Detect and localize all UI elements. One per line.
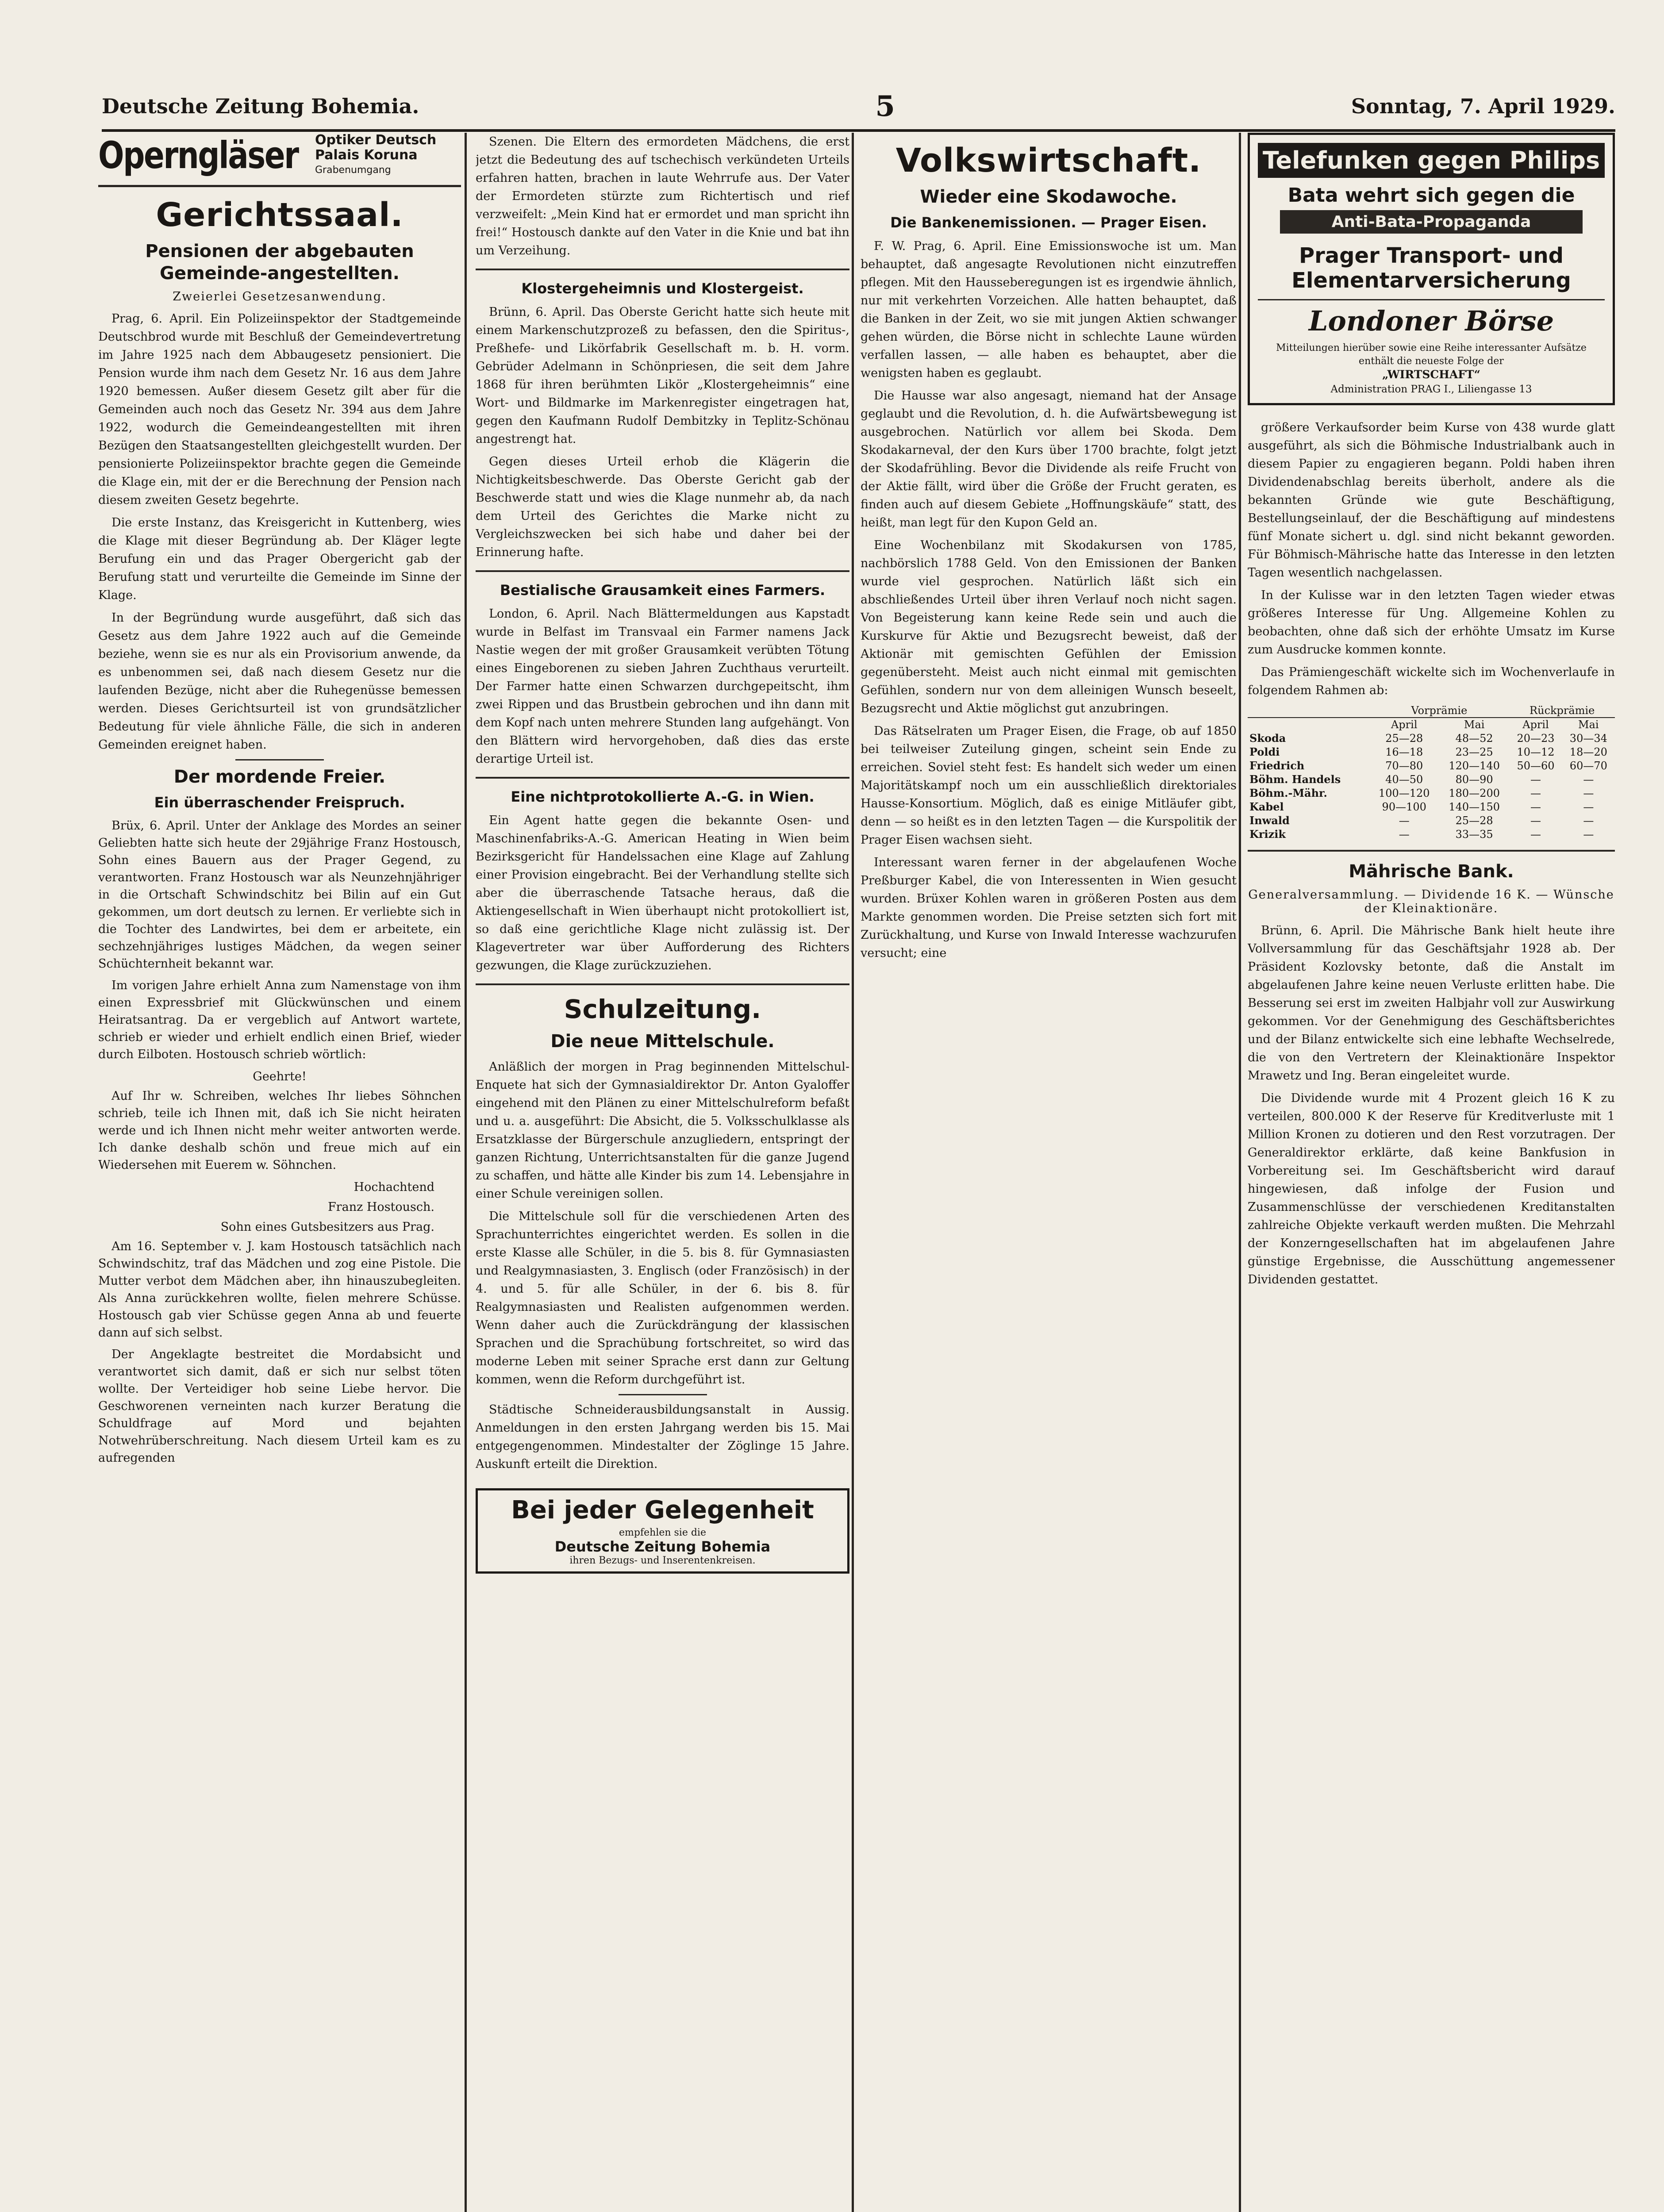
article-paragraph: größere Verkaufsorder beim Kurse von 438 wurde glatt ausgeführt, als sich die Böhmische Industrialbank auch in diesem Papier zu engagieren begann. Poldi haben ihren Dividendenabschlag bereits überholt, andere als die bekannten Gründe wie gute Beschäftigung, Bestellungseinlauf, der die Beschäftigung auf mindestens fünf Monate sichert u. dgl. sind nicht bekannt geworden. Für Böhmisch-Mährische hatte das Interesse in den letzten Tagen wesentlich nachgelassen. xyxy=(1248,421,1615,580)
article-paragraph: Das Rätselraten um Prager Eisen, die Frage, ob auf 1850 bei teilweiser Zuteilung gingen, scheint sein Ende zu erreichen. Soviel steht fest: Es handelt sich weder um einen Majoritätskampf noch um ein ausschließlich direktoriales Hausse-Konsortium. Möglich, daß es einige Mitläufer gibt, denn — so heißt es in den letzten Tagen — die Kurspolitik der Prager Eisen wachsen sieht. xyxy=(861,724,1237,847)
table-cell: 25—28 xyxy=(1455,814,1493,827)
column-rule xyxy=(1239,133,1241,2212)
table-row xyxy=(1248,745,1615,759)
optician-ad-address xyxy=(315,133,436,178)
premium-subheader: April xyxy=(1391,718,1418,731)
article-headline: Eine nichtprotokollierte A.-G. in Wien. xyxy=(511,788,815,805)
article-paragraph: Der Angeklagte bestreitet die Mordabsicht und verantwortet sich damit, daß er sich nur selbst töten wollte. Der Verteidiger hob seine Liebe hervor. Die Geschworenen verneinten nach kurzer Beratung die Schuldfrage auf Mord und bejahten Notwehrüberschreitung. Nach diesem Urteil kam es zu aufregenden xyxy=(98,1348,461,1465)
wirtschaft-ad xyxy=(1248,133,1615,405)
section-title-court: Gerichtssaal. xyxy=(156,196,404,234)
letter-signature: Franz Hostousch. xyxy=(327,1200,434,1214)
table-cell: 30—34 xyxy=(1569,732,1607,745)
premium-subheader: Mai xyxy=(1578,718,1599,731)
section-title-school: Schulzeitung. xyxy=(564,994,761,1024)
article-separator xyxy=(1248,850,1615,852)
table-cell: — xyxy=(1399,828,1410,841)
page-number: 5 xyxy=(875,89,895,123)
letter-salutation: Geehrte! xyxy=(253,1070,307,1083)
table-cell: 16—18 xyxy=(1385,745,1423,758)
table-cell: 90—100 xyxy=(1382,800,1426,813)
letter-signature-line: Sohn eines Gutsbesitzers aus Prag. xyxy=(220,1220,434,1234)
article-headline: Mährische Bank. xyxy=(1349,861,1514,882)
wirtschaft-ad-title: „WIRTSCHAFT“ xyxy=(1382,368,1481,381)
table-cell: Böhm.-Mähr. xyxy=(1249,787,1327,799)
article-headline: Der mordende Freier. xyxy=(173,767,386,787)
table-cell: Inwald xyxy=(1249,814,1290,827)
table-row xyxy=(1248,731,1615,745)
table-cell: 25—28 xyxy=(1385,732,1423,745)
premium-header-forward: Vorprämie xyxy=(1369,704,1510,718)
table-cell: — xyxy=(1583,773,1594,786)
table-cell: 120—140 xyxy=(1449,759,1500,772)
table-cell: — xyxy=(1583,828,1594,841)
school-notice: Städtische Schneiderausbildungsanstalt in Aussig. Anmeldungen in den ersten Jahrgang werden bis 15. Mai entgegengenommen. Mindestalter der Zöglinge 15 Jahre. Auskunft erteilt die Direktion. xyxy=(476,1403,849,1471)
table-row xyxy=(1248,827,1615,841)
newspaper-ad xyxy=(476,1488,849,1574)
article-separator xyxy=(235,759,324,760)
article-paragraph: Brünn, 6. April. Die Mährische Bank hielt heute ihre Vollversammlung für das Geschäftsjahr 1928 ab. Der Präsident Kozlovsky betonte, daß die Anstalt im abgelaufenen Jahre keine neuen Verluste erlitten habe. Die Besserung sei erst im zweiten Halbjahr voll zur Auswirkung gekommen. Vor der Genehmigung des Geschäftsberichtes und der Bilanz entwickelte sich eine lebhafte Wechselrede, die von den Vertretern der Kleinaktionäre Inspektor Mrawetz und Ing. Beran eingeleitet wurde. xyxy=(1248,924,1615,1083)
article-paragraph: Gegen dieses Urteil erhob die Klägerin die Nichtigkeitsbeschwerde. Das Oberste Gericht gab der Beschwerde statt und wies die Klage nunmehr ab, da nach dem Urteil des Gerichtes die Marke nicht zu Vergleichszwecken bei sich habe und daher bei der Erinnerung hafte. xyxy=(476,455,849,559)
table-cell: 48—52 xyxy=(1455,732,1493,745)
article-paragraph: In der Kulisse war in den letzten Tagen wieder etwas größeres Interesse für Ung. Allgemeine Kohlen zu beobachten, ohne daß sich der erhöhte Umsatz im Kurse zum Ausdrucke kommen konnte. xyxy=(1248,588,1615,657)
premium-table xyxy=(1248,704,1615,841)
article-paragraph: Brünn, 6. April. Das Oberste Gericht hatte sich heute mit einem Markenschutzprozeß zu befassen, den die Spiritus-, Preßhefe- und Likörfabrik Gesellschaft m. b. H. vorm. Gebrüder Adelmann in Schönpriesen, die seit dem Jahre 1868 für ihren berühmten Likör „Klostergeheimnis“ eine Wort- und Bildmarke im Markenregister eingetragen hat, gegen den Kaufmann Rudolf Dembitzky in Teplitz-Schönau angestrengt hat. xyxy=(476,305,849,446)
page-header xyxy=(102,88,1615,132)
table-cell: 40—50 xyxy=(1385,773,1423,786)
optician-name: Optiker Deutsch xyxy=(315,133,437,148)
wirtschaft-ad-address: Administration PRAG I., Liliengasse 13 xyxy=(1330,384,1532,395)
premium-header-back: Rückprämie xyxy=(1509,704,1615,718)
table-cell: 23—25 xyxy=(1455,745,1493,758)
wirtschaft-ad-line: Bata wehrt sich gegen die xyxy=(1287,184,1575,207)
table-row xyxy=(1248,759,1615,772)
newspaper-ad-title: Bei jeder Gelegenheit xyxy=(511,1496,814,1525)
table-cell: Friedrich xyxy=(1249,759,1305,772)
table-cell: — xyxy=(1583,800,1594,813)
table-row xyxy=(1248,772,1615,786)
table-cell: 100—120 xyxy=(1378,787,1430,799)
article-paragraph: London, 6. April. Nach Blättermeldungen aus Kapstadt wurde in Belfast im Transvaal ein Farmer namens Jack Nastie wegen der mit großer Grausamkeit verübten Tötung eines Eingeborenen zu sieben Jahren Zuchthaus verurteilt. Der Farmer hatte einen Schwarzen durchgepeitscht, ihm zwei Rippen und das Brustbein gebrochen und ihn dann mit dem Kopf nach unten mehrere Stunden lang aufgehängt. Von den Blättern wird hervorgehoben, daß dies das erste derartige Urteil ist. xyxy=(476,607,849,766)
article-paragraph: Prag, 6. April. Ein Polizeiinspektor der Stadtgemeinde Deutschbrod wurde mit Beschluß der Gemeindevertretung im Jahre 1925 nach dem Abbaugesetz pensioniert. Die Pension wurde ihm nach dem Gesetz Nr. 16 aus dem Jahre 1920 bemessen. Außer diesem Gesetz gilt aber für die Gemeinden auch noch das Gesetz Nr. 394 aus dem Jahre 1922, wodurch die Gemeindeangestellten mit ihren Bezügen den Staatsangestellten gleichgestellt wurden. Der pensionierte Polizeiinspektor brachte gegen die Gemeinde die Klage ein, mit der er die Berechnung der Pension nach diesem zweiten Gesetz begehrte. xyxy=(98,312,461,507)
article-headline: Die neue Mittelschule. xyxy=(550,1031,775,1052)
table-cell: 18—20 xyxy=(1569,745,1607,758)
issue-date: Sonntag, 7. April 1929. xyxy=(1351,94,1615,118)
wirtschaft-ad-line: Anti-Bata-Propaganda xyxy=(1280,210,1583,234)
premium-subheader: Mai xyxy=(1464,718,1485,731)
table-cell: — xyxy=(1530,787,1541,799)
table-cell: — xyxy=(1530,800,1541,813)
wirtschaft-ad-line: Prager Transport- und Elementarversicherung xyxy=(1291,243,1571,293)
article-paragraph: Eine Wochenbilanz mit Skodakursen von 1785, nachbörslich 1788 Geld. Von den Emissionen der Banken wurde viel gesprochen. Natürlich läßt sich ein abschließendes Urteil über ihren Verlauf noch nicht sagen. Von Begeisterung kann keine Rede sein und auch die Kurskurve für Aktie und Bezugsrecht beweist, daß der Aktionär mit gemischten Gefühlen der Emission gegenübersteht. Meist auch nicht einmal mit gemischten Gefühlen, sondern nur von dem alleinigen Wunsch beseelt, Bezugsrecht und Aktie möglichst gut anzubringen. xyxy=(861,538,1237,715)
article-paragraph: Anläßlich der morgen in Prag beginnenden Mittelschul-Enquete hat sich der Gymnasialdirektor Dr. Anton Gyaloffer eingehend mit den Plänen zu einer Mittelschulreform befaßt und u. a. ausgeführt: Die Absicht, die 5. Volksschulklasse als Ersatzklasse der Bürgerschule anzugliedern, entspringt der ganzen Richtung, Unterrichtsanstalten für die ganze Jugend zu schaffen, und hätte alle Kinder bis zum 14. Lebensjahre in einer Schule vereinigen sollen. xyxy=(476,1060,849,1201)
table-cell: — xyxy=(1530,814,1541,827)
article-paragraph: Die Mittelschule soll für die verschiedenen Arten des Sprachunterrichtes eingerichtet werden. Es sollen in die erste Klasse alle Schüler, in die 5. bis 8. für Gymnasiasten und Realgymnasiasten, 3. Englisch (oder Französisch) in der 4. und 5. für alle Schüler, in der 6. bis 8. für Realgymnasiasten und Realisten aufgenommen werden. Wenn daher auch die Zurückdrängung der klassischen Sprachen und die Sprachübung fortschreitet, so wird das moderne Leben mit seiner Sprache erst dann zur Geltung kommen, wenn die Reform durchgeführt ist. xyxy=(476,1210,849,1386)
article-separator xyxy=(619,1394,707,1395)
article-separator xyxy=(476,983,849,985)
article-kicker: Zweierlei Gesetzesanwendung. xyxy=(173,290,387,303)
table-cell: 60—70 xyxy=(1569,759,1607,772)
article-paragraph: Szenen. Die Eltern des ermordeten Mädchens, die erst jetzt die Bedeutung des auf tschechisch verkündeten Urteils erfahren hatten, brachen in laute Wehrrufe aus. Der Vater der Ermordeten stürzte zum Richtertisch und rief verzweifelt: „Mein Kind hat er ermordet und man spricht ihn frei!“ Hostousch dankte auf den Vater in die Knie und bat ihn um Verzeihung. xyxy=(476,135,849,257)
table-cell: 140—150 xyxy=(1449,800,1500,813)
table-cell: — xyxy=(1399,814,1410,827)
article-headline: Pensionen der abgebauten Gemeinde-angestellten. xyxy=(145,241,414,284)
table-cell: 20—23 xyxy=(1517,732,1555,745)
paper-name: Deutsche Zeitung Bohemia. xyxy=(102,94,419,118)
table-row xyxy=(1248,800,1615,814)
table-cell: 50—60 xyxy=(1517,759,1555,772)
table-cell: 70—80 xyxy=(1385,759,1423,772)
table-cell: Krizik xyxy=(1249,828,1286,841)
article-subheadline: Ein überraschender Freispruch. xyxy=(154,794,405,811)
wirtschaft-ad-headline: Telefunken gegen Philips xyxy=(1258,143,1605,178)
newspaper-ad-line: ihren Bezugs- und Inserentenkreisen. xyxy=(569,1555,756,1566)
letter-closing: Hochachtend xyxy=(354,1180,434,1194)
column-4 xyxy=(1248,133,1615,2212)
table-cell: — xyxy=(1530,828,1541,841)
article-paragraph: Die erste Instanz, das Kreisgericht in Kuttenberg, wies die Klage mit dieser Begründung ab. Der Kläger legte Berufung ein und das Prager Obergericht gab der Berufung statt und verurteilte die Gemeinde im Sinne der Klage. xyxy=(98,516,461,602)
article-paragraph: Die Hausse war also angesagt, niemand hat der Ansage geglaubt und die Revolution, d. h. die Aufwärtsbewegung ist ausgebrochen. Natürlich vor allem bei Skoda. Dem Skodakarneval, der den Kurs über 1700 brachte, folgt jetzt der Skodafrühling. Bevor die Dividende als reife Frucht von der Aktie fällt, wird über die Größe der Frucht geraten, es finden auch auf diesem Gebiete „Hoffnungskäufe“ statt, des heißt, man legt für den Kupon Geld an. xyxy=(861,389,1237,530)
article-separator xyxy=(476,777,849,779)
table-cell: Kabel xyxy=(1249,800,1284,813)
article-subheadline: Die Bankenemissionen. — Prager Eisen. xyxy=(890,214,1207,231)
column-3 xyxy=(861,133,1237,2212)
article-separator xyxy=(476,269,849,270)
article-headline: Klostergeheimnis und Klostergeist. xyxy=(521,280,804,297)
table-cell: — xyxy=(1530,773,1541,786)
column-1 xyxy=(98,133,461,2212)
letter-text: Auf Ihr w. Schreiben, welches Ihr liebes Söhnchen schrieb, teile ich Ihnen mit, daß ich Sie nicht heiraten werde und ich Ihnen nicht mehr weiter antworten werde. Ich danke deshalb schön und freue mich auf ein Wiedersehen mit Euerem w. Söhnchen. xyxy=(98,1089,461,1172)
optician-ad-title: Operngläser xyxy=(98,134,298,177)
table-cell: Skoda xyxy=(1249,732,1286,745)
article-paragraph: Im vorigen Jahre erhielt Anna zum Namenstage von ihm einen Expressbrief mit Glückwünschen und einem Heiratsantrag. Da er vergeblich auf Antwort wartete, schrieb er wieder und erhielt endlich einen Brief, wieder durch Eilboten. Hostousch schrieb wörtlich: xyxy=(98,979,461,1061)
article-paragraph: Am 16. September v. J. kam Hostousch tatsächlich nach Schwindschitz, traf das Mädchen und zog eine Pistole. Die Mutter verbot dem Mädchen aber, ihn hinauszubegleiten. Als Anna zurückkehren wollte, fielen mehrere Schüsse. Hostousch gab vier Schüsse gegen Anna ab und feuerte dann auf sich selbst. xyxy=(98,1240,461,1340)
article-paragraph: Das Prämiengeschäft wickelte sich im Wochenverlaufe in folgendem Rahmen ab: xyxy=(1248,665,1615,697)
article-headline: Bestialische Grausamkeit eines Farmers. xyxy=(500,582,826,599)
table-row xyxy=(1248,786,1615,800)
optician-ad xyxy=(98,133,461,187)
column-rule xyxy=(465,133,467,2212)
article-paragraph: Brüx, 6. April. Unter der Anklage des Mordes an seiner Geliebten hatte sich heute der 29jährige Franz Hostousch, Sohn eines Bauern aus der Prager Gegend, zu verantworten. Franz Hostousch war als Neunzehnjähriger in die Ortschaft Schwindschitz bei Bilin auf ein Gut gekommen, um dort deutsch zu lernen. Er verliebte sich in die Tochter des Landwirtes, bei dem er arbeitete, ein sechzehnjähriges lustiges Mädchen, da wegen seiner Schüchternheit bekannt war. xyxy=(98,819,461,971)
article-paragraph: Ein Agent hatte gegen die bekannte Osen- und Maschinenfabriks-A.-G. American Heating in Wien beim Bezirksgericht für Handelssachen eine Klage auf Zahlung einer Provision eingebracht. Bei der Verhandlung stellte sich aber die überraschende Tatsache heraus, daß die Aktiengesellschaft in Wien überhaupt nicht protokolliert ist, so daß eine gerichtliche Klage nicht zulässig ist. Der Klagevertreter war über Aufforderung des Richters gezwungen, die Klage zurückzuziehen. xyxy=(476,814,849,972)
article-headline: Wieder eine Skodawoche. xyxy=(920,187,1177,207)
newspaper-ad-line: empfehlen sie die xyxy=(619,1527,706,1538)
section-title-economy: Volkswirtschaft. xyxy=(895,142,1202,180)
table-cell: 180—200 xyxy=(1449,787,1500,799)
wirtschaft-ad-line: Londoner Börse xyxy=(1258,299,1605,337)
table-row xyxy=(1248,814,1615,827)
table-cell: Poldi xyxy=(1249,745,1280,758)
article-kicker: Generalversammlung. — Dividende 16 K. — Wünsche der Kleinaktionäre. xyxy=(1248,888,1614,915)
column-2 xyxy=(476,133,849,2212)
article-paragraph: Interessant waren ferner in der abgelaufenen Woche Preßburger Kabel, die von Interessenten in Wien gesucht wurden. Brüxer Kohlen waren in größeren Posten aus dem Markte genommen worden. Die Preise setzten sich fort mit Zurückhaltung, und Kurse von Inwald Interesse wachzurufen versucht; eine xyxy=(861,856,1237,960)
wirtschaft-ad-text: Mitteilungen hierüber sowie eine Reihe interessanter Aufsätze enthält die neueste Folge der xyxy=(1276,342,1587,367)
table-cell: — xyxy=(1583,814,1594,827)
article-paragraph: Die Dividende wurde mit 4 Prozent gleich 16 K zu verteilen, 800.000 K der Reserve für Kreditverluste mit 1 Million Kronen zu dotieren und den Rest vorzutragen. Der Generaldirektor erklärte, daß keine Bankfusion in Vorbereitung sei. Im Geschäftsbericht wird darauf hingewiesen, daß infolge der Fusion und Zusammenschlüsse der verschiedenen Kreditanstalten zahlreiche Objekte verkauft werden mußten. Die Mehrzahl der Konzerngesellschaften hat im abgelaufenen Jahre günstige Ergebnisse, die Ausschüttung angemessener Dividenden gestattet. xyxy=(1248,1091,1615,1286)
table-cell: 80—90 xyxy=(1455,773,1493,786)
table-cell: 33—35 xyxy=(1455,828,1493,841)
premium-subheader: April xyxy=(1522,718,1549,731)
table-cell: Böhm. Handels xyxy=(1249,773,1341,786)
table-cell: — xyxy=(1583,787,1594,799)
optician-street: Grabenumgang xyxy=(315,165,391,176)
article-paragraph: In der Begründung wurde ausgeführt, daß sich das Gesetz aus dem Jahre 1922 auch auf die Gemeinde beziehe, wenn sie es nur als ein Provisorium anwende, da es unbenommen sei, daß nach diesem Gesetz nur die laufenden Bezüge, nicht aber die Ruhegenüsse bemessen werden. Dieses Gerichtsurteil ist von grundsätzlicher Bedeutung für viele ähnliche Fälle, die sich in anderen Gemeinden ereignet haben. xyxy=(98,611,461,752)
article-paragraph: F. W. Prag, 6. April. Eine Emissionswoche ist um. Man behauptet, daß angesagte Revolutionen nicht einzutreffen pflegen. Mit den Hausseberegungen ist es irgendwie ähnlich, nur mit verkehrten Vorzeichen. Alle hatten behauptet, daß die Banken in der Zeit, wo sie mit jungen Aktien schwanger gehen würden, die Börse nicht in schlechte Laune würden verfallen lassen, — alle haben es behauptet, aber die wenigsten haben es geglaubt. xyxy=(861,239,1237,380)
optician-location: Palais Koruna xyxy=(315,147,418,163)
table-cell: 10—12 xyxy=(1517,745,1555,758)
column-rule xyxy=(852,133,854,2212)
newspaper-ad-name: Deutsche Zeitung Bohemia xyxy=(554,1538,771,1555)
article-separator xyxy=(476,570,849,572)
